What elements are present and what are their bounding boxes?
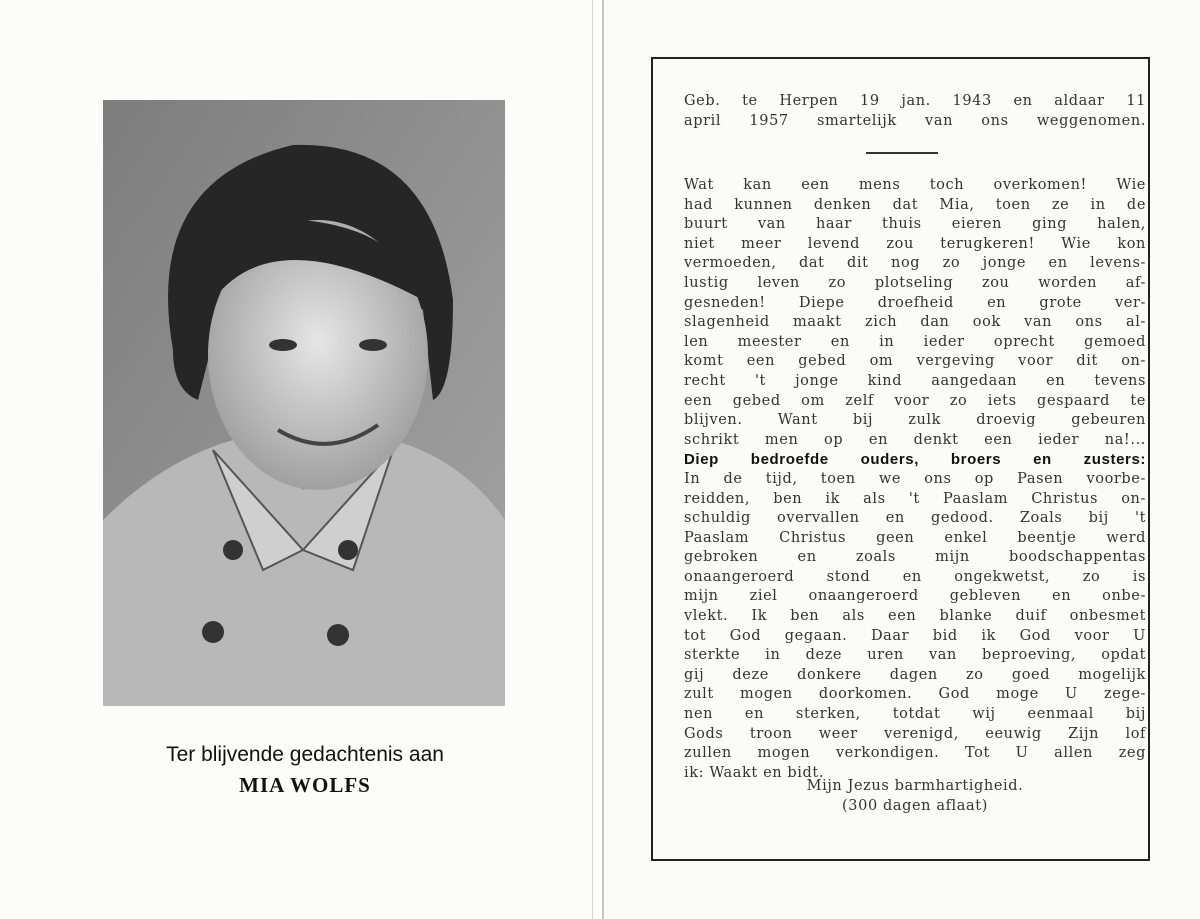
prayer-text: Mijn Jezus barmhartigheid. <box>806 778 1024 794</box>
text-line: slagenheid maakt zich dan ook van ons al- <box>684 314 1146 331</box>
text-line: ik: Waakt en bidt. <box>684 764 825 781</box>
text-line: Wat kan een mens toch overkomen! Wie <box>684 177 1146 193</box>
text-line: schrikt men op en denkt een ieder na!... <box>684 431 1146 448</box>
text-line: lustig leven zo plotseling zou worden af- <box>684 274 1146 291</box>
text-line: had kunnen denken dat Mia, toen ze in de <box>684 196 1146 213</box>
portrait-illustration <box>103 100 505 706</box>
address-line: Diep bedroefde ouders, broers en zusters: <box>684 451 1146 469</box>
divider <box>866 152 938 154</box>
text-line: sterkte in deze uren van beproeving, opdat <box>684 647 1146 664</box>
prayer-block <box>684 776 1146 816</box>
text-line: onaangeroerd stond en ongekwetst, zo is <box>684 568 1146 585</box>
text-line: een gebed om zelf voor zo iets gespaard te <box>684 392 1146 409</box>
text-line: komt een gebed om vergeving voor dit on- <box>684 353 1146 370</box>
header-line: april 1957 smartelijk van ons weggenomen. <box>684 112 1146 129</box>
text-line: vlekt. Ik ben als een blanke duif onbesmet <box>684 608 1146 625</box>
text-line: reidden, ben ik als 't Paaslam Christus on- <box>684 490 1146 507</box>
memorial-text <box>684 176 1146 783</box>
text-line: Gods troon weer verenigd, eeuwig Zijn lof <box>684 725 1146 742</box>
portrait-photo <box>103 100 505 706</box>
text-line: gebroken en zoals mijn boodschappentas <box>684 549 1146 566</box>
text-line: vermoeden, dat dit nog zo jonge en levens- <box>684 255 1146 272</box>
text-line: schuldig overvallen en gedood. Zoals bij 't <box>684 510 1146 527</box>
header-line: Geb. te Herpen 19 jan. 1943 en aldaar 11 <box>684 93 1146 109</box>
text-line: gesneden! Diepe droefheid en grote ver- <box>684 294 1146 311</box>
text-line: mijn ziel onaangeroerd gebleven en onbe- <box>684 588 1146 605</box>
text-line: tot God gegaan. Daar bid ik God voor U <box>684 627 1146 644</box>
text-line: niet meer levend zou terugkeren! Wie kon <box>684 235 1146 252</box>
text-line: len meester en in ieder oprecht gemoed <box>684 333 1146 350</box>
memorial-card-front <box>0 0 593 919</box>
text-line: gij deze donkere dagen zo goed mogelijk <box>684 666 1146 683</box>
text-line: nen en sterken, totdat wij eenmaal bij <box>684 706 1146 723</box>
birth-death-info <box>684 92 1146 131</box>
indulgence-text: (300 dagen aflaat) <box>842 798 988 814</box>
text-line: blijven. Want bij zulk droevig gebeuren <box>684 412 1146 429</box>
text-line: zult mogen doorkomen. God moge U zege- <box>684 686 1146 703</box>
deceased-name: MIA WOLFS <box>239 773 371 797</box>
memorial-dedication: Ter blijvende gedachtenis aan <box>166 743 444 766</box>
text-line: recht 't jonge kind aangedaan en tevens <box>684 372 1146 389</box>
text-line: buurt van haar thuis eieren ging halen, <box>684 216 1146 233</box>
text-line: Paaslam Christus geen enkel beentje werd <box>684 529 1146 546</box>
text-line: In de tijd, toen we ons op Pasen voorbe- <box>684 470 1146 487</box>
text-line: zullen mogen verkondigen. Tot U allen zeg <box>684 745 1146 762</box>
